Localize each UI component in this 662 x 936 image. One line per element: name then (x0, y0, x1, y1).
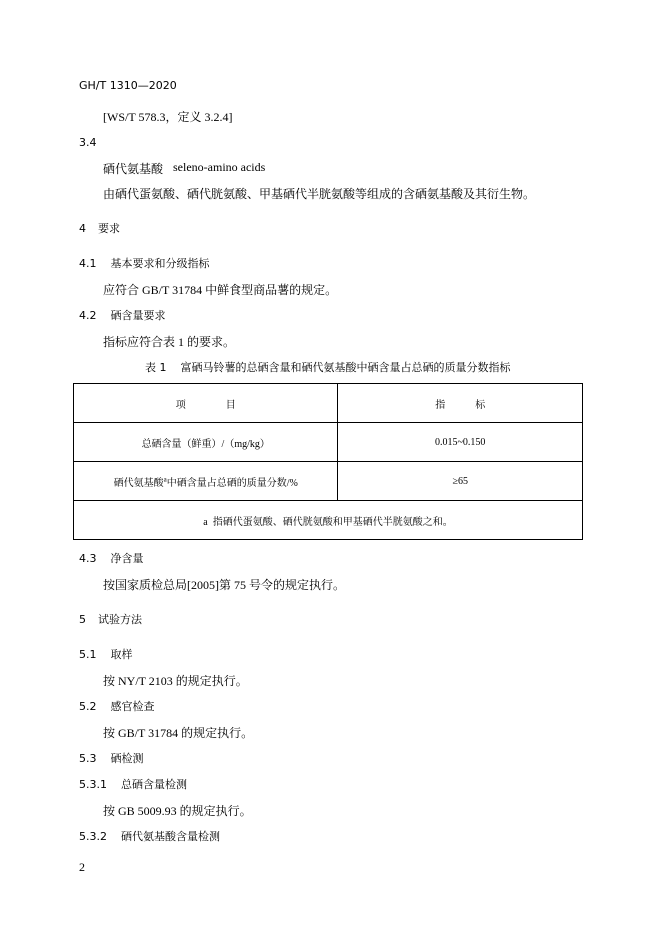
section-5-3-heading (79, 750, 144, 766)
section-number: 5.3.1 (79, 778, 107, 791)
section-5-1-heading (79, 646, 133, 662)
section-number: 4 (79, 222, 86, 235)
section-title: 感官检查 (110, 700, 155, 713)
footnote-mark: a (203, 516, 208, 528)
row-item-part: 中硒含量占总硒的质量分数/% (166, 477, 298, 489)
table-caption-number: 表 1 (145, 361, 167, 374)
row-item-part: 硒代氨基酸 (113, 477, 164, 489)
row-value: 0.015~0.150 (338, 423, 583, 462)
section-title: 试验方法 (98, 613, 142, 626)
row-item (74, 462, 338, 501)
section-number: 5.2 (79, 700, 97, 713)
section-5-2-heading (79, 698, 155, 714)
table-footnote (74, 501, 583, 540)
section-number: 5 (79, 613, 86, 626)
section-title: 要求 (98, 222, 120, 235)
term-number: 3.4 (79, 136, 97, 149)
row-value: ≥65 (338, 462, 583, 501)
section-title: 硒代氨基酸含量检测 (121, 830, 220, 843)
reference-note: [WS/T 578.3，定义 3.2.4] (103, 110, 233, 124)
section-5-3-1-text: 按 GB 5009.93 的规定执行。 (103, 804, 252, 818)
section-title: 硒含量要求 (110, 309, 166, 322)
footnote-ref: a (163, 475, 167, 484)
table-caption-title: 富硒马铃薯的总硒含量和硒代氨基酸中硒含量占总硒的质量分数指标 (180, 361, 511, 374)
section-title: 基本要求和分级指标 (110, 257, 210, 270)
table-header-row (74, 384, 583, 423)
section-4-1-text: 应符合 GB/T 31784 中鲜食型商品薯的规定。 (103, 283, 338, 297)
section-5-3-1-heading (79, 776, 187, 792)
section-4-3-heading (79, 550, 144, 566)
section-number: 5.1 (79, 648, 97, 661)
term-definition: 由硒代蛋氨酸、硒代胱氨酸、甲基硒代半胱氨酸等组成的含硒氨基酸及其衍生物。 (103, 187, 536, 201)
section-5-heading (79, 611, 142, 627)
section-title: 取样 (110, 648, 133, 661)
term-name-cn: 硒代氨基酸 (103, 162, 164, 176)
section-5-3-2-heading (79, 828, 220, 844)
section-4-2-text: 指标应符合表 1 的要求。 (103, 335, 236, 349)
section-5-2-text: 按 GB/T 31784 的规定执行。 (103, 726, 254, 740)
section-4-heading (79, 220, 120, 236)
section-5-1-text: 按 NY/T 2103 的规定执行。 (103, 674, 248, 688)
term-name-en: seleno-amino acids (173, 160, 266, 174)
header-index: 指 标 (338, 384, 583, 423)
section-number: 5.3.2 (79, 830, 107, 843)
table-row (74, 423, 583, 462)
standard-number: GH/T 1310—2020 (79, 79, 177, 92)
section-number: 5.3 (79, 752, 97, 765)
section-4-1-heading (79, 255, 210, 271)
section-title: 净含量 (110, 552, 144, 565)
footnote-text: 指硒代蛋氨酸、硒代胱氨酸和甲基硒代半胱氨酸之和。 (212, 516, 453, 528)
section-number: 4.2 (79, 309, 97, 322)
section-4-2-heading (79, 307, 166, 323)
section-number: 4.1 (79, 257, 97, 270)
page-number: 2 (79, 860, 85, 874)
table-caption (145, 359, 511, 375)
section-title: 总硒含量检测 (121, 778, 187, 791)
table-row (74, 462, 583, 501)
section-4-3-text: 按国家质检总局[2005]第 75 号令的规定执行。 (103, 578, 345, 592)
row-item: 总硒含量（鲜重）/（mg/kg） (74, 423, 338, 462)
header-item: 项 目 (74, 384, 338, 423)
section-number: 4.3 (79, 552, 97, 565)
requirements-table (73, 383, 583, 540)
section-title: 硒检测 (110, 752, 144, 765)
table-footnote-row (74, 501, 583, 540)
